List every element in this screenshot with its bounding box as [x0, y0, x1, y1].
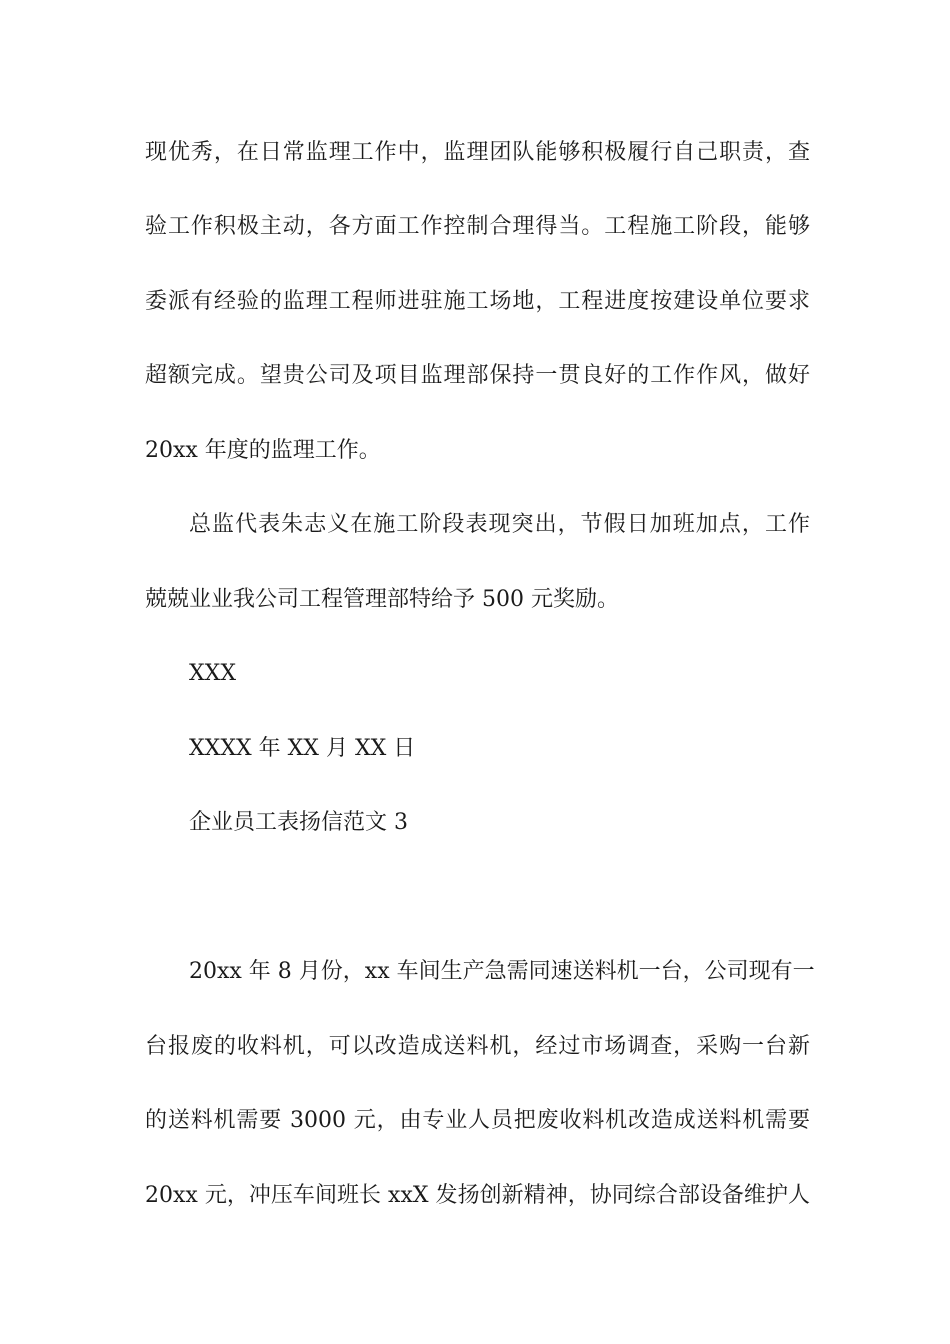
- paragraph-line: 20xx 元，冲压车间班长 xxX 发扬创新精神，协同综合部设备维护人: [145, 1183, 810, 1208]
- paragraph-line: 20xx 年度的监理工作。: [145, 438, 381, 463]
- paragraph-line: 的送料机需要 3000 元，由专业人员把废收料机改造成送料机需要: [145, 1108, 810, 1133]
- paragraph-line: 委派有经验的监理工程师进驻施工场地，工程进度按建设单位要求: [145, 289, 810, 314]
- letter-date: XXXX 年 XX 月 XX 日: [189, 736, 416, 761]
- signature: XXX: [189, 661, 236, 686]
- paragraph-line: 20xx 年 8 月份，xx 车间生产急需同速送料机一台，公司现有一: [189, 959, 815, 984]
- paragraph-line: 现优秀，在日常监理工作中，监理团队能够积极履行自己职责，查: [145, 140, 810, 165]
- paragraph-line: 总监代表朱志义在施工阶段表现突出，节假日加班加点，工作: [189, 512, 810, 537]
- section-title: 企业员工表扬信范文 3: [189, 810, 408, 835]
- paragraph-line: 验工作积极主动，各方面工作控制合理得当。工程施工阶段，能够: [145, 214, 810, 239]
- paragraph-line: 台报废的收料机，可以改造成送料机，经过市场调查，采购一台新: [145, 1034, 810, 1059]
- paragraph-line: 超额完成。望贵公司及项目监理部保持一贯良好的工作作风，做好: [145, 363, 810, 388]
- paragraph-line: 兢兢业业我公司工程管理部特给予 500 元奖励。: [145, 587, 619, 612]
